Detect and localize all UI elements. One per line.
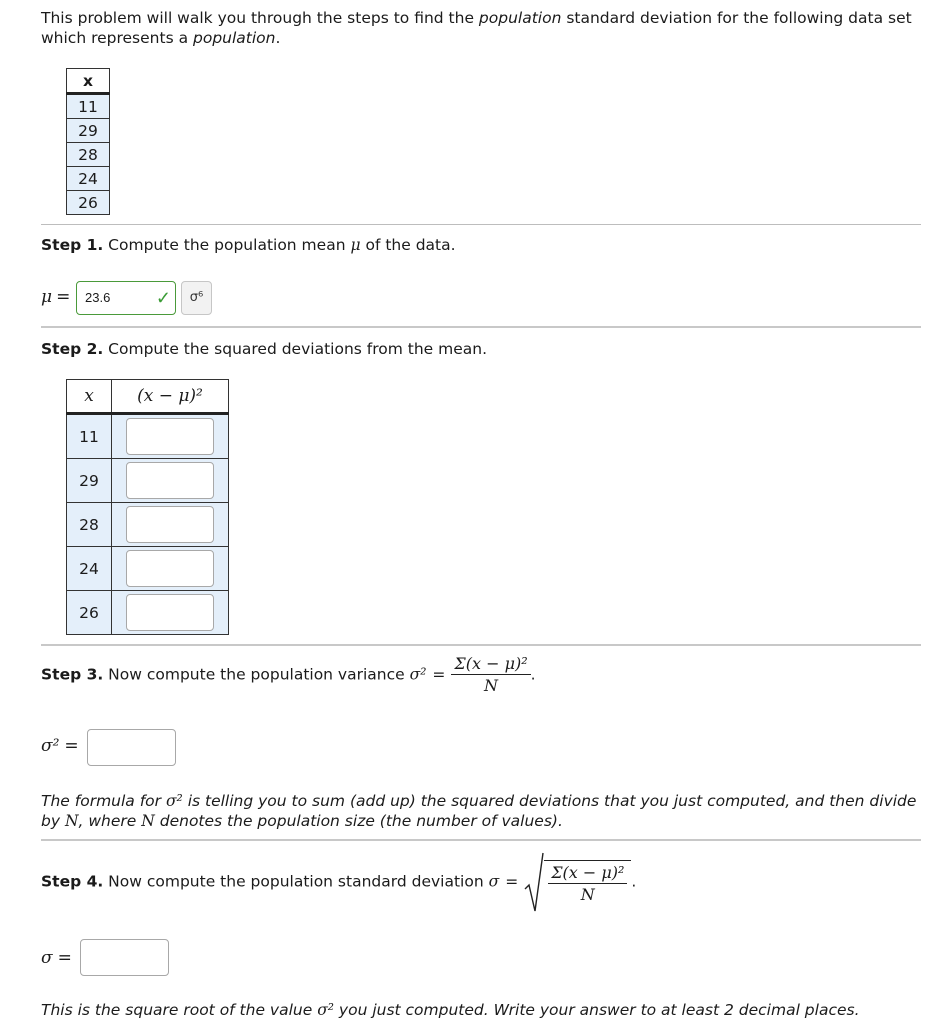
data-value: 29 [67, 119, 110, 143]
data-value: 24 [67, 167, 110, 191]
variance-answer-label: σ² = [41, 736, 79, 756]
divider [41, 839, 921, 841]
step2-prompt: Step 2. Compute the squared deviations from the mean. [41, 340, 488, 358]
step4-prompt: Step 4. Now compute the population standard deviation σ = $\frac{\text{Σ(x − μ)²}}{N}$ . [41, 851, 636, 913]
deviations-table [66, 379, 229, 635]
squared-deviation-input-3[interactable] [126, 506, 214, 543]
data-value: 28 [67, 143, 110, 167]
data-value: 11 [67, 94, 110, 119]
std-dev-answer-label: σ = [41, 948, 72, 968]
squared-deviation-input-2[interactable] [126, 462, 214, 499]
mu-answer-label: μ = [41, 287, 71, 307]
row-x-value: 24 [67, 547, 112, 591]
row-x-value: 28 [67, 503, 112, 547]
data-table-header: x [67, 69, 110, 94]
std-dev-input[interactable] [80, 939, 169, 976]
divider [41, 224, 921, 225]
row-x-value: 26 [67, 591, 112, 635]
row-x-value: 11 [67, 414, 112, 459]
step1-prompt: Step 1. Compute the population mean μ of the data. [41, 236, 456, 254]
sqrt-symbol [524, 851, 544, 913]
row-x-value: 29 [67, 459, 112, 503]
std-dev-formula: $\frac{\text{Σ(x − μ)²}}{N}$ [544, 860, 631, 905]
emphasis-population-2: population [193, 29, 276, 47]
col-header-x: x [67, 380, 112, 414]
squared-deviation-input-5[interactable] [126, 594, 214, 631]
squared-deviation-input-1[interactable] [126, 418, 214, 455]
check-icon: ✓ [155, 288, 171, 308]
mean-input[interactable]: 23.6 ✓ [76, 281, 176, 315]
emphasis-population: population [478, 9, 562, 27]
key-icon[interactable]: σ⁶ [181, 281, 212, 315]
squared-deviation-input-4[interactable] [126, 550, 214, 587]
variance-formula: $\frac{\text{Σ(x − μ)²}}{N}$ [451, 654, 530, 696]
data-value: 26 [67, 191, 110, 215]
problem-intro: This problem will walk you through the steps to find the population standard deviation for the following data set which represents a population. [41, 9, 912, 47]
step3-prompt: Step 3. Now compute the population variance σ² = $\frac{\text{Σ(x − μ)²}}{N}$ . [41, 654, 536, 695]
data-table [66, 68, 110, 215]
step3-note: The formula for σ² is telling you to sum (add up) the squared deviations that you just computed, and then divide by N, where N denotes the population size (the number of values). [41, 792, 917, 830]
step4-note: This is the square root of the value σ² you just computed. Write your answer to at least 2 decimal places. [41, 1001, 860, 1019]
col-header-squared-deviation: (x − μ)² [112, 380, 229, 414]
divider [41, 326, 921, 328]
variance-input[interactable] [87, 729, 176, 766]
divider [41, 644, 921, 646]
